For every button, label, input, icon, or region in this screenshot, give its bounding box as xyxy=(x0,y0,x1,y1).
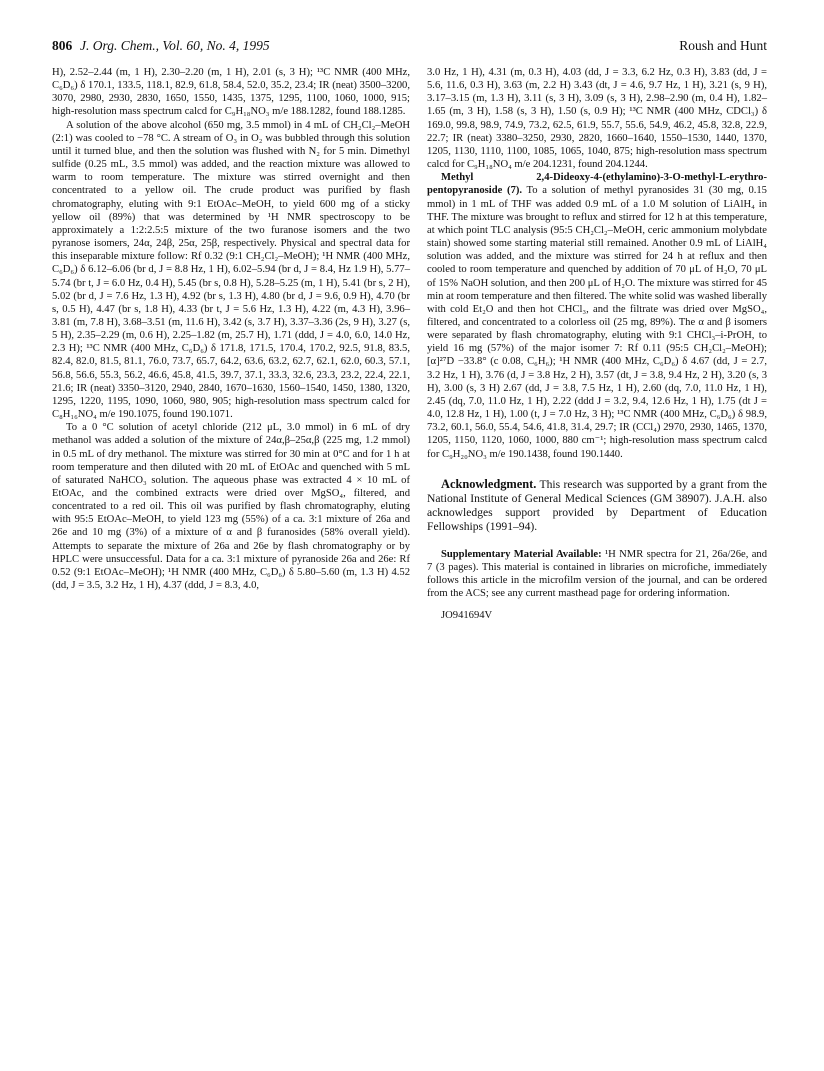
left-column xyxy=(52,66,410,592)
paragraph-spectral-data-end: 3.0 Hz, 1 H), 4.31 (m, 0.3 H), 4.03 (dd, J = 3.3, 6.2 Hz, 0.3 H), 3.83 (dd, J = 5.6, 11.6, 0.3 H), 3.63 (m, 2.2 H) 3.43 (dt, J = 4.6, 9.7 Hz, 1 H), 3.21 (s, 9 H), 3.17–3.15 (m, 1.3 H), 3.11 (s, 3 H), 3.09 (s, 3 H), 2.98–2.90 (m, 0.4 H), 1.82–1.65 (m, 3 H), 1.58 (s, 3 H), 1.50 (s, 0.9 H); ¹³C NMR (400 MHz, CDCl₃) δ 169.0, 99.8, 98.9, 74.9, 73.2, 62.5, 61.9, 55.7, 55.6, 54.9, 46.2, 45.8, 32.8, 22.9, 22.7; IR (neat) 3380–3250, 2930, 2820, 1660–1640, 1550–1530, 1440, 1370, 1205, 1130, 1110, 1100, 1085, 1065, 1040, 875; high-resolution mass spectrum calcd for C₉H₁₈NO₄ m/e 204.1231, found 204.1244. xyxy=(427,67,767,171)
supplementary-label: Supplementary Material Available: xyxy=(441,548,602,560)
page-number: 806 xyxy=(52,38,73,53)
supplementary-material xyxy=(427,548,767,601)
paragraph-spectral-data-continued: H), 2.52–2.44 (m, 1 H), 2.30–2.20 (m, 1 H), 2.01 (s, 3 H); ¹³C NMR (400 MHz, C₆D₆) δ 170.1, 133.5, 118.1, 82.9, 61.8, 58.4, 52.0, 35.2, 23.4; IR (neat) 3500–3200, 3070, 2980, 2930, 2830, 1650, 1550, 1435, 1375, 1295, 1100, 1060, 1000, 915; high-resolution mass spectrum calcd for C₉H₁₈NO₃ m/e 188.1282, found 188.1285. xyxy=(52,67,410,118)
page-header xyxy=(52,38,767,58)
paragraph-methanolysis: To a 0 °C solution of acetyl chloride (212 μL, 3.0 mmol) in 6 mL of dry methanol was added a solution of the mixture of 24α,β–25α,β (225 mg, 1.2 mmol) in 0.5 mL of dry methanol. The mixture was stirred for 30 min at 0°C and for 1 h at room temperature and then diluted with 20 mL of EtOAc and quenched with 5 mL of saturated NaHCO₃ solution. The aqueous phase was extracted 4 × 10 mL of EtOAc, and the combined extracts were dried over MgSO₄, filtered, and concentrated to a red oil. This oil was purified by flash chromatography, eluting with 95:5 EtOAc–MeOH, to yield 123 mg (55%) of a ca. 3:1 mixture of 26a and 26e and 10 mg (3%) of a mixture of α and β furanosides (58% overall yield). Attempts to separate the mixture of 26a and 26e by flash chromatography or by HPLC were unsuccessful. Data for a ca. 3:1 mixture of pyranoside 26a and 26e: Rf 0.52 (9:1 EtOAc–MeOH); ¹H NMR (400 MHz, C₆D₆) δ 5.80–5.60 (m, 1.3 H) 4.52 (dd, J = 3.5, 3.2 Hz, 1 H), 4.37 (ddd, J = 8.3, 4.0, xyxy=(52,422,410,592)
right-column xyxy=(427,66,767,622)
paragraph-ozonolysis: A solution of the above alcohol (650 mg, 3.5 mmol) in 4 mL of CH₂Cl₂–MeOH (2:1) was cooled to −78 °C. A stream of O₃ in O₂ was bubbled through this solution until it turned blue, and then the solution was flushed with N₂ for 5 min. Dimethyl sulfide (0.25 mL, 3.5 mmol) was added, and the reaction mixture was allowed to warm to room temperature. The mixture was stirred overnight and then concentrated to a yellow oil. The crude product was purified by flash chromatography, eluting with 9:1 EtOAc–MeOH, to yield 600 mg of a sticky yellow oil (89%) that was determined by ¹H NMR spectroscopy to be approximately a 1:2:2.5:5 mixture of the two furanose isomers and the two pyranose isomers, 24α, 24β, 25α, 25β, respectively. Physical and spectral data for this inseparable mixture follow: Rf 0.32 (9:1 CH₂Cl₂–MeOH); ¹H NMR (400 MHz, C₆D₆) δ 6.12–6.06 (br d, J = 8.8 Hz, 1 H), 6.02–5.94 (br d, J = 8.4, Hz 1.9 H), 5.77–5.74 (br t, J = 6.0 Hz, 0.4 H), 5.45 (br s, 0.8 H), 5.28–5.25 (m, 1 H), 5.41 (br s, 2 H), 5.02 (br d, J = 7.6 Hz, 1.3 H), 4.92 (br s, 1.3 H), 4.80 (br d, J = 9.6, 0.9 H), 4.70 (br s, 0.5 H), 4.47 (br s, 1.8 H), 4.33 (br t, J = 5.6 Hz, 1.3 H), 4.22 (m, 4.3 H), 3.96–3.81 (m, 7.8 H), 3.68–3.51 (m, 11.6 H), 3.42 (s, 3.7 H), 3.37–3.36 (2s, 9 H), 3.27 (s, 5 H), 2.35–2.29 (m, 0.6 H), 2.25–1.82 (m, 25.7 H), 1.71 (ddd, J = 4.0, 6.0, 14.0 Hz, 2.3 H); ¹³C NMR (400 MHz, C₆D₆) δ 171.8, 171.5, 170.4, 170.2, 92.5, 91.8, 83.5, 82.4, 82.0, 81.5, 81.1, 76.0, 73.7, 65.7, 64.2, 63.6, 63.2, 62.7, 62.1, 62.0, 60.3, 57.1, 56.8, 56.6, 55.3, 56.2, 46.6, 45.8, 41.5, 39.7, 37.1, 33.3, 32.6, 23.3, 23.2, 22.4, 22.1, 21.6; IR (neat) 3350–3120, 2940, 2840, 1670–1630, 1560–1540, 1450, 1380, 1320, 1295, 1220, 1195, 1090, 1060, 980, 905; high-resolution mass spectrum calcd for C₈H₁₆NO₄ m/e 190.1075, found 190.1071. xyxy=(52,119,410,421)
supplementary-text: ¹H NMR spectra for 21, 26a/26e, and 7 (3 pages). This material is contained in libraries on microfiche, immediately follows this article in the microfilm version of the journal, and can be ordered from the ACS; see any current masthead page for ordering information. xyxy=(427,548,767,600)
acknowledgment-label: Acknowledgment. xyxy=(441,476,537,491)
journal-citation: J. Org. Chem., Vol. 60, No. 4, 1995 xyxy=(80,38,270,53)
compound-procedure: To a solution of methyl pyranosides 31 (30 mg, 0.15 mmol) in 1 mL of THF was added 0.9 mL of a 1.0 M solution of LiAlH₄ in THF. The mixture was brought to reflux and stirred for 12 h at this temperature, at which point TLC analysis (95:5 CH₂Cl₂–MeOH, ceric ammonium molybdate stain) showed some starting material still remained. Another 0.9 mL of LiAlH₄ solution was added, and the mixture was stirred for 24 h at reflux and then cooled to room temperature and quenched by addition of 70 μL of H₂O, 70 μL of 15% NaOH solution, and then 200 μL of H₂O. The mixture was stirred for 45 min at room temperature and then filtered. The white solid was washed liberally with cold Et₂O and then hot CHCl₃, and the filtrate was dried over MgSO₄, filtered, and concentrated to a colorless oil (25 mg, 89%). The α and β isomers were separated by flash chromatography, eluting with 9:1 CHCl₃–i-PrOH, to yield 16 mg (57%) of the major isomer 7: Rf 0.11 (95:5 CH₂Cl₂–MeOH); [α]²⁷D −33.8° (c 0.08, C₆H₆); ¹H NMR (400 MHz, C₆D₆) δ 4.67 (dd, J = 2.7, 3.2 Hz, 1 H), 3.76 (d, J = 3.8 Hz, 2 H), 3.57 (dt, J = 3.8, 9.4 Hz, 2 H), 3.20 (s, 3 H), 3.00 (s, 3 H) 2.67 (dd, J = 3.8, 7.5 Hz, 1 H), 2.60 (dq, 7.0, 11.0 Hz, 1 H), 2.45 (dq, 7.0, 11.0 Hz, 1 H), 2.22 (ddd J = 3.2, 9.4, 12.6 Hz, 1 H), 1.75 (dt J = 4.0, 12.8 Hz, 1 H), 1.00 (t, J = 7.0 Hz, 3 H); ¹³C NMR (400 MHz, C₆D₆) δ 98.9, 73.2, 60.1, 56.0, 55.4, 54.6, 41.8, 31.4, 29.7; IR (CCl₄) 2970, 2930, 1465, 1370, 1205, 1150, 1120, 1060, 1000, 880 cm⁻¹; high-resolution mass spectrum calcd for C₉H₂₀NO₃ m/e 190.1438, found 190.1440. xyxy=(427,185,767,460)
manuscript-code: JO941694V xyxy=(441,610,493,622)
acknowledgment xyxy=(427,477,767,534)
acknowledgment-text: This research was supported by a grant from the National Institute of General Medical Sciences (GM 38907). J.A.H. also acknowledges support provided by Department of Education Fellowships (1991–94). xyxy=(427,477,767,533)
running-authors: Roush and Hunt xyxy=(679,38,767,53)
paragraph-compound-7 xyxy=(427,171,767,460)
compound-title: Methyl 2,4-Dideoxy-4-(ethylamino)-3-O-methyl-L-erythro-pentopyranoside (7). xyxy=(427,172,767,197)
